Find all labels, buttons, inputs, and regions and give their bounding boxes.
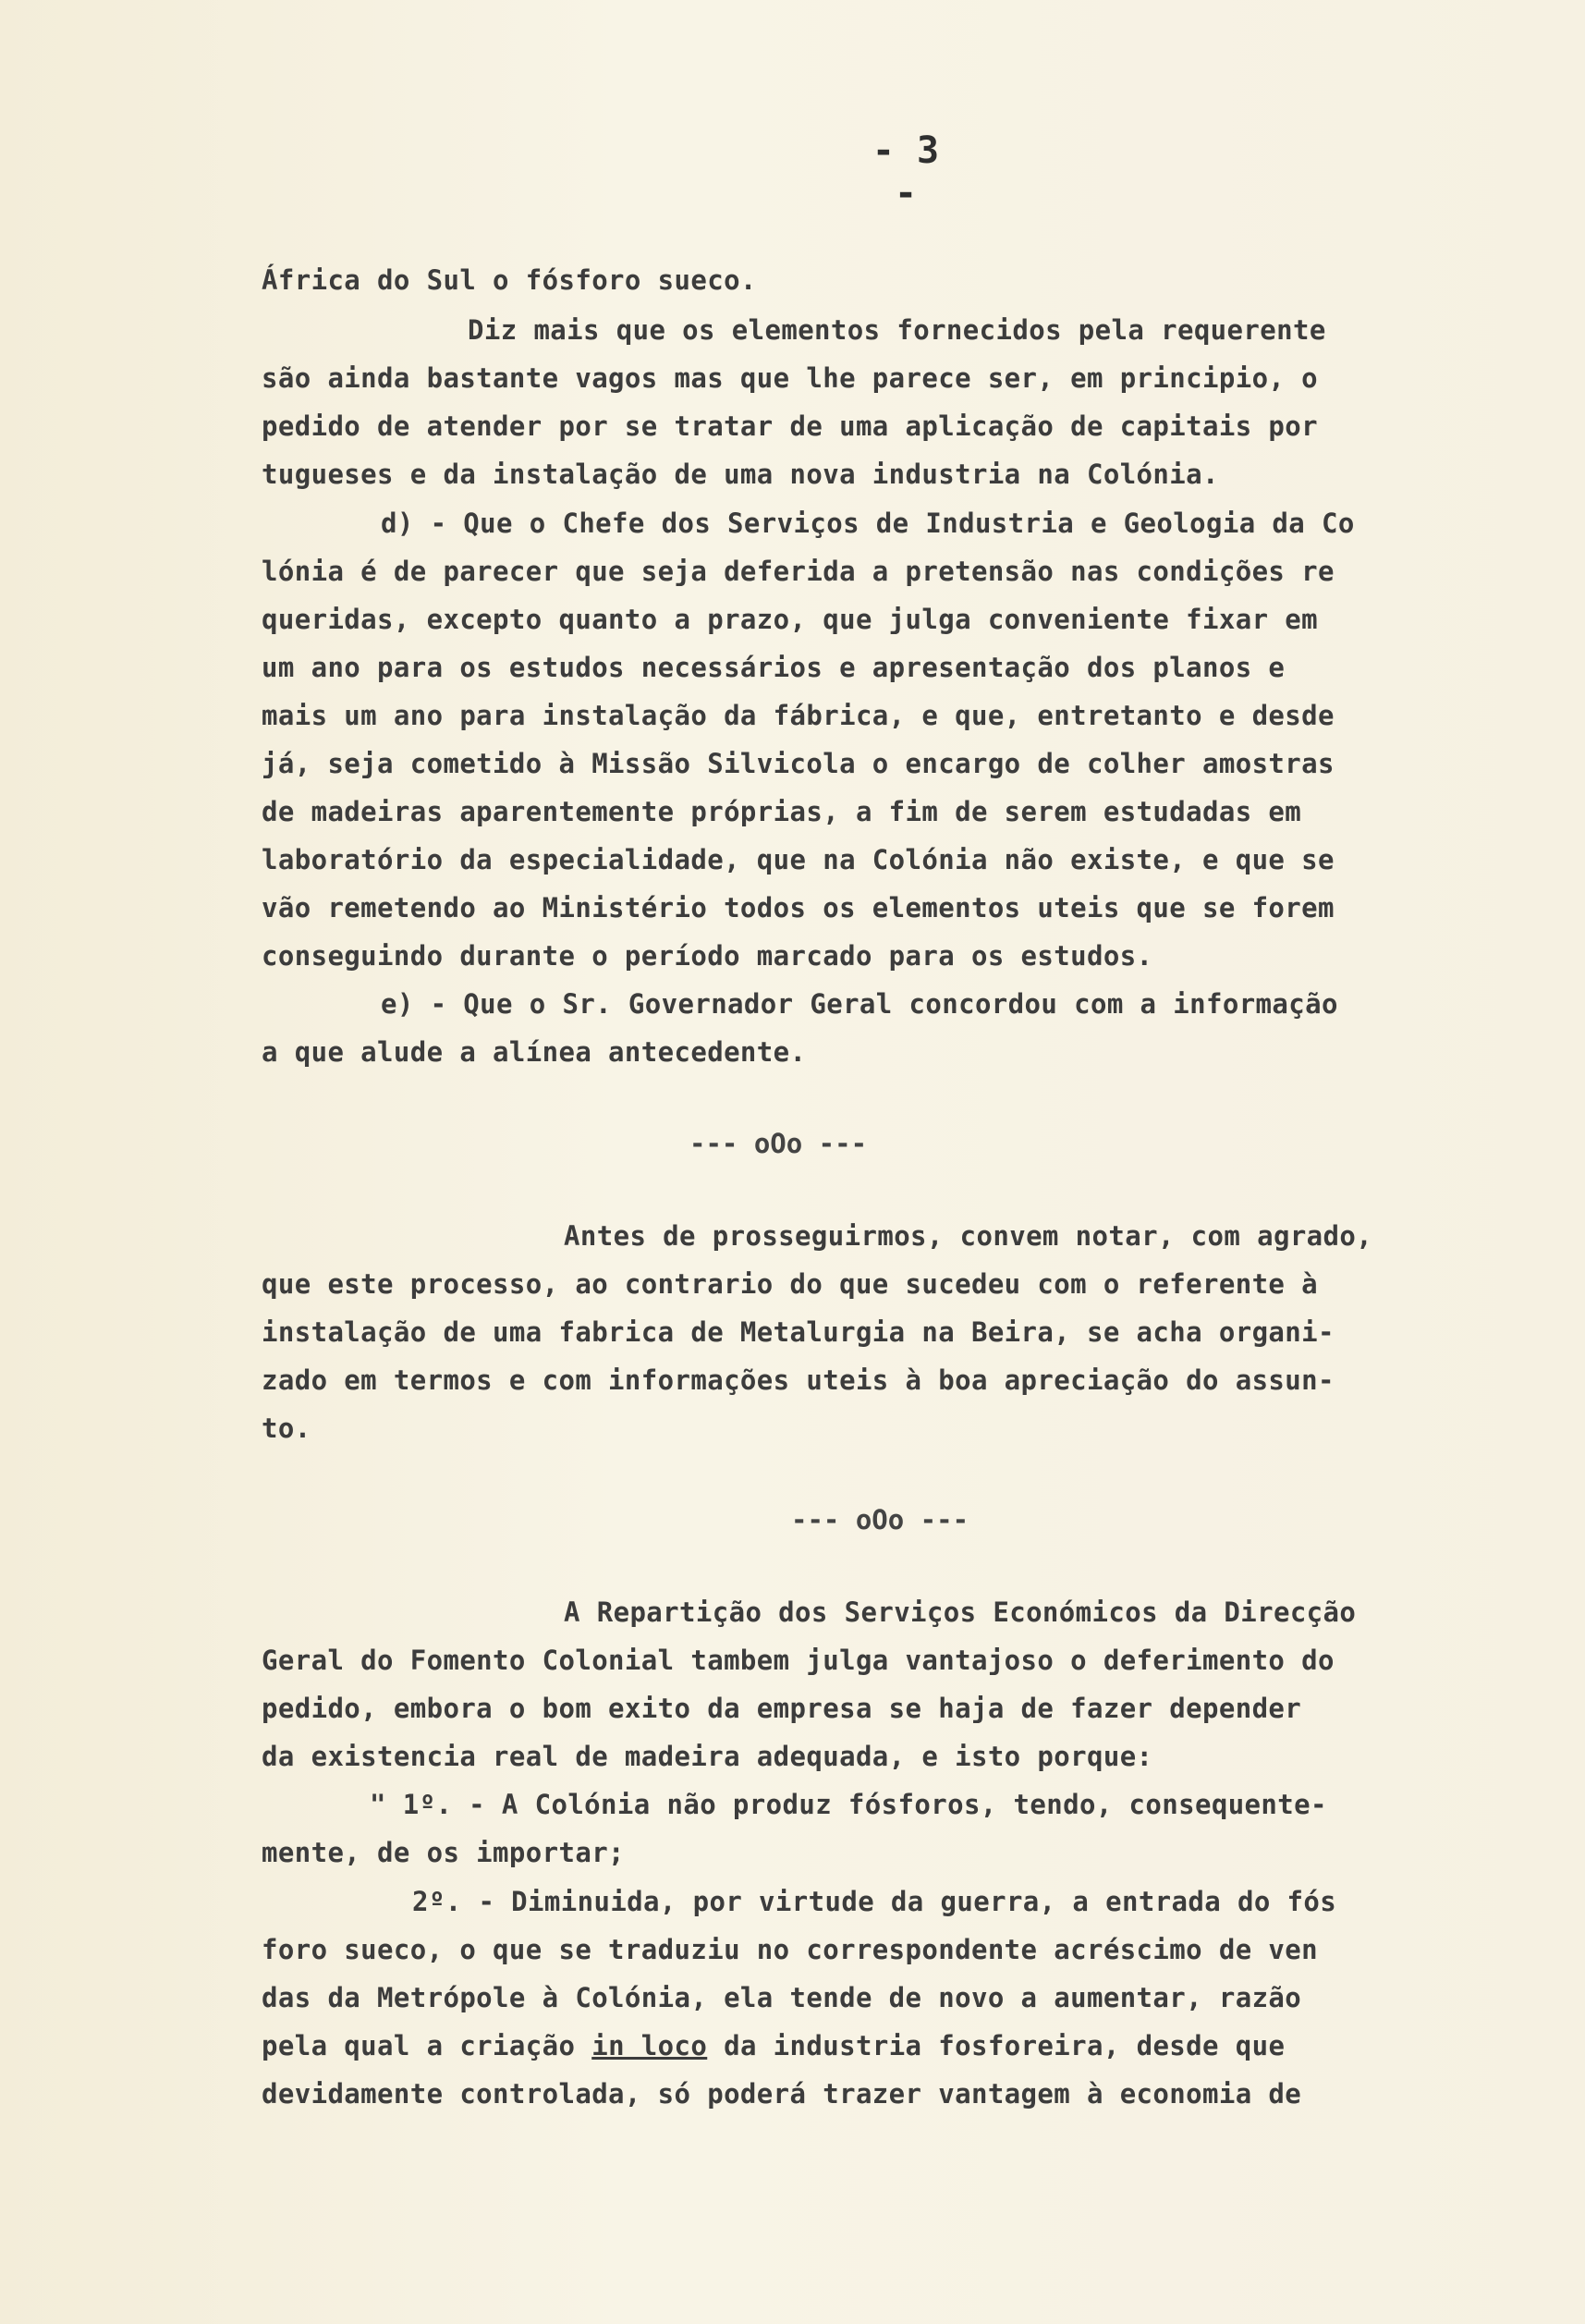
- text-line: Geral do Fomento Colonial tambem julga vantajoso o deferimento do: [262, 1645, 1335, 1676]
- text-line: pedido de atender por se tratar de uma aplicação de capitais por: [262, 410, 1319, 442]
- text-line: das da Metrópole à Colónia, ela tende de novo a aumentar, razão: [262, 1982, 1302, 2013]
- text-line: mente, de os importar;: [262, 1837, 625, 1868]
- text-line: d) - Que o Chefe dos Serviços de Industria e Geologia da Co: [381, 508, 1355, 539]
- text-line: Diz mais que os elementos fornecidos pela requerente: [468, 314, 1326, 346]
- text-line: tugueses e da instalação de uma nova industria na Colónia.: [262, 459, 1219, 490]
- text-line: instalação de uma fabrica de Metalurgia na Beira, se acha organi-: [262, 1316, 1335, 1348]
- text-line: [262, 2030, 1285, 2061]
- text-line: pedido, embora o bom exito da empresa se haja de fazer depender: [262, 1693, 1302, 1724]
- separator: --- oOo ---: [689, 1128, 868, 1159]
- text-line: to.: [262, 1413, 311, 1444]
- text-line: A Repartição dos Serviços Económicos da Direcção: [564, 1596, 1357, 1628]
- text-line: são ainda bastante vagos mas que lhe parece ser, em principio, o: [262, 362, 1319, 394]
- separator: --- oOo ---: [791, 1504, 969, 1535]
- text-line: um ano para os estudos necessários e apresentação dos planos e: [262, 652, 1286, 683]
- text-line: foro sueco, o que se traduziu no correspondente acréscimo de ven: [262, 1934, 1319, 1965]
- text-line: vão remetendo ao Ministério todos os elementos uteis que se forem: [262, 892, 1335, 923]
- text-line: laboratório da especialidade, que na Colónia não existe, e que se: [262, 844, 1335, 875]
- text-line: zado em termos e com informações uteis à boa apreciação do assun-: [262, 1364, 1335, 1396]
- text-line: de madeiras aparentemente próprias, a fim de serem estudadas em: [262, 796, 1302, 827]
- text-line: Antes de prosseguirmos, convem notar, com agrado,: [564, 1220, 1373, 1252]
- text-line: conseguindo durante o período marcado para os estudos.: [262, 940, 1153, 972]
- text-line: lónia é de parecer que seja deferida a pretensão nas condições re: [262, 556, 1335, 587]
- text-line: mais um ano para instalação da fábrica, e que, entretanto e desde: [262, 700, 1335, 731]
- text-line: " 1º. - A Colónia não produz fósforos, tendo, consequente-: [370, 1789, 1327, 1820]
- text-line: que este processo, ao contrario do que sucedeu com o referente à: [262, 1268, 1319, 1300]
- text-segment: da industria fosforeira, desde que: [707, 2030, 1286, 2061]
- page-number: - 3 -: [872, 129, 940, 214]
- text-line: e) - Que o Sr. Governador Geral concordou com a informação: [381, 988, 1338, 1020]
- underlined-term: in loco: [591, 2030, 708, 2061]
- text-line: 2º. - Diminuida, por virtude da guerra, a entrada do fós: [412, 1886, 1337, 1917]
- text-line: queridas, excepto quanto a prazo, que julga conveniente fixar em: [262, 604, 1319, 635]
- text-line: devidamente controlada, só poderá trazer vantagem à economia de: [262, 2078, 1302, 2110]
- text-line: a que alude a alínea antecedente.: [262, 1036, 807, 1068]
- text-line: já, seja cometido à Missão Silvicola o encargo de colher amostras: [262, 748, 1335, 779]
- text-segment: pela qual a criação: [262, 2030, 592, 2061]
- text-line: da existencia real de madeira adequada, e isto porque:: [262, 1741, 1153, 1772]
- text-line: África do Sul o fósforo sueco.: [262, 264, 757, 296]
